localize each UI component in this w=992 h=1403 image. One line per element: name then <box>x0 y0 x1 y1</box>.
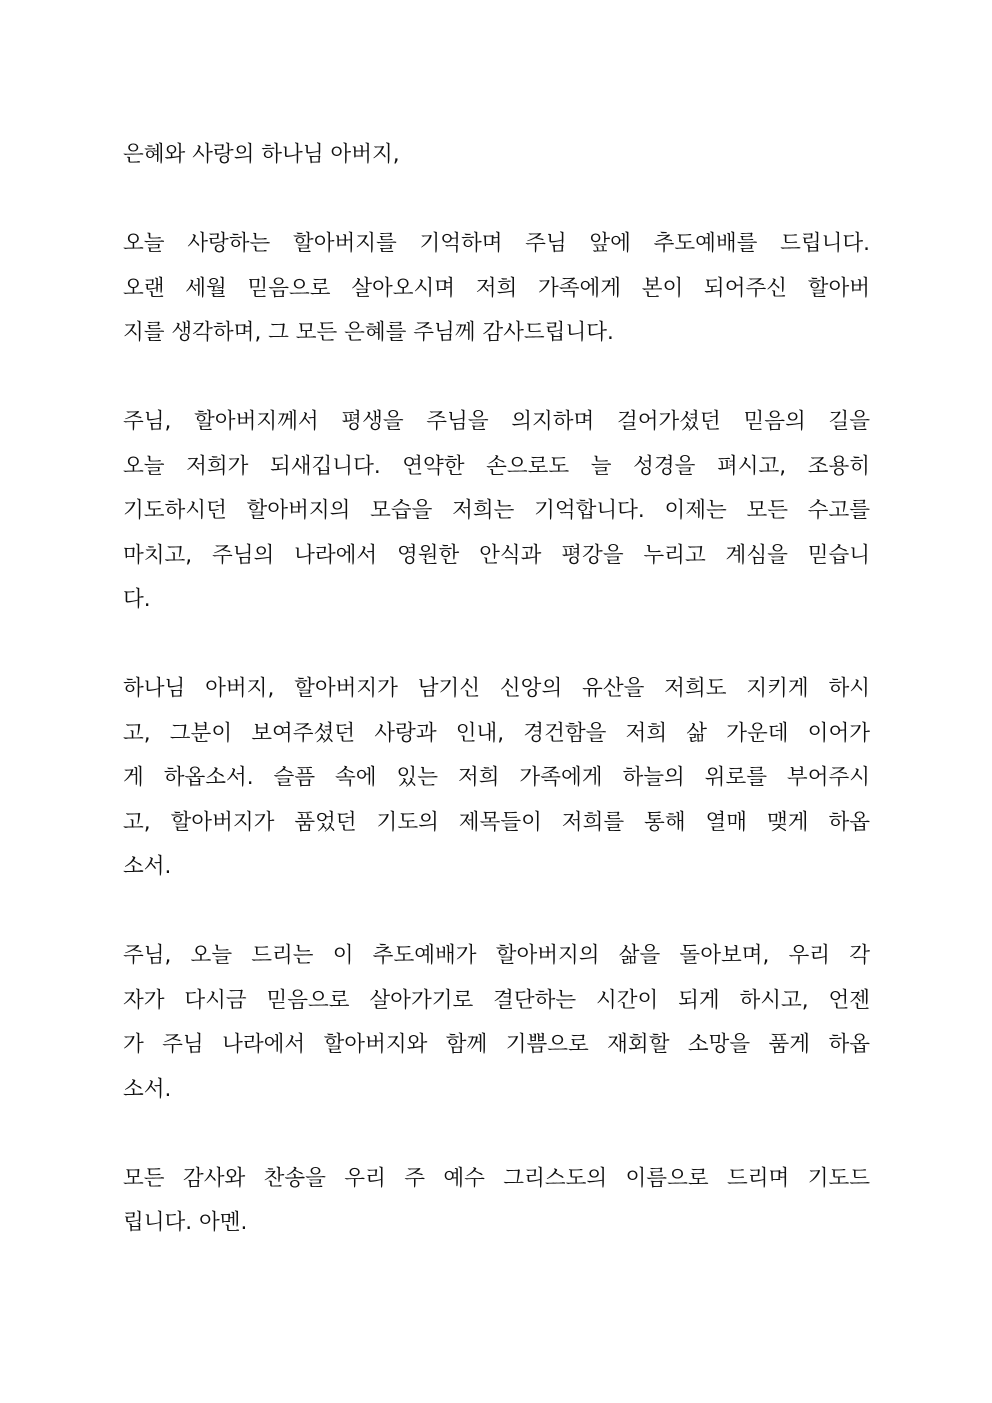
paragraph-gap <box>123 178 870 223</box>
paragraph-line: 가 주님 나라에서 할아버지와 함께 기쁨으로 재회할 소망을 품게 하옵 <box>123 1032 870 1057</box>
paragraph-line: 고, 그분이 보여주셨던 사랑과 인내, 경건함을 저희 삶 가운데 이어가 <box>123 720 870 746</box>
paragraph-line: 오랜 세월 믿음으로 살아오시며 저희 가족에게 본이 되어주신 할아버 <box>123 275 870 301</box>
paragraph-line: 기도하시던 할아버지의 모습을 저희는 기억합니다. 이제는 모든 수고를 <box>123 498 870 523</box>
paragraph-line: 주님, 할아버지께서 평생을 주님을 의지하며 걸어가셨던 믿음의 길을 <box>123 409 870 434</box>
paragraph-line: 오늘 저희가 되새깁니다. 연약한 손으로도 늘 성경을 펴시고, 조용히 <box>123 453 870 479</box>
paragraph-1 <box>123 222 870 356</box>
paragraph-2 <box>123 400 870 623</box>
paragraph-gap <box>123 890 870 935</box>
paragraph-line: 다. <box>123 587 151 612</box>
paragraph-gap <box>123 1112 870 1157</box>
paragraph-gap <box>123 623 870 668</box>
paragraph-line: 고, 할아버지가 품었던 기도의 제목들이 저희를 통해 열매 맺게 하옵 <box>123 809 870 835</box>
paragraph-line: 하나님 아버지, 할아버지가 남기신 신앙의 유산을 저희도 지키게 하시 <box>123 676 870 701</box>
paragraph-line: 자가 다시금 믿음으로 살아가기로 결단하는 시간이 되게 하시고, 언젠 <box>123 987 870 1013</box>
paragraph-line: 마치고, 주님의 나라에서 영원한 안식과 평강을 누리고 계심을 믿습니 <box>123 542 870 568</box>
paragraph-3 <box>123 667 870 890</box>
paragraph-line: 모든 감사와 찬송을 우리 주 예수 그리스도의 이름으로 드리며 기도드 <box>123 1165 870 1191</box>
paragraph-line: 립니다. 아멘. <box>123 1210 248 1235</box>
paragraph-gap <box>123 356 870 401</box>
paragraph-line: 소서. <box>123 1076 172 1102</box>
prayer-document <box>123 133 870 1246</box>
salutation: 은혜와 사랑의 하나님 아버지, <box>123 142 400 167</box>
paragraph-line: 게 하옵소서. 슬픔 속에 있는 저희 가족에게 하늘의 위로를 부어주시 <box>123 765 870 790</box>
paragraph-line: 오늘 사랑하는 할아버지를 기억하며 주님 앞에 추도예배를 드립니다. <box>123 231 870 256</box>
paragraph-line: 주님, 오늘 드리는 이 추도예배가 할아버지의 삶을 돌아보며, 우리 각 <box>123 943 870 968</box>
paragraph-4 <box>123 934 870 1112</box>
paragraph-line: 지를 생각하며, 그 모든 은혜를 주님께 감사드립니다. <box>123 320 614 345</box>
paragraph-line: 소서. <box>123 854 172 879</box>
paragraph-5 <box>123 1157 870 1246</box>
